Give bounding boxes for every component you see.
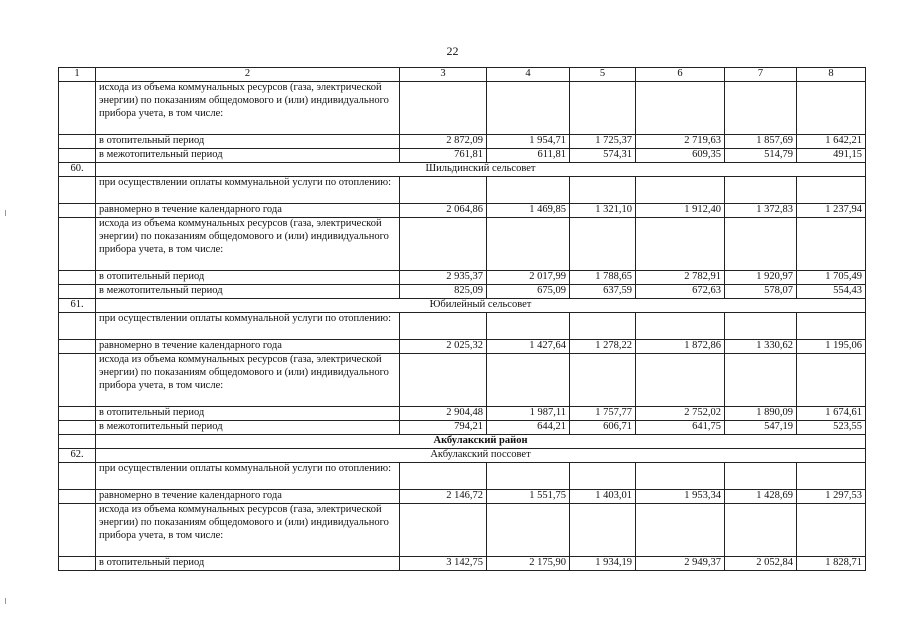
value-cell: 2 872,09 [400,135,487,149]
row-number [59,218,96,271]
value-cell [797,504,866,557]
column-header: 7 [725,68,797,82]
row-number [59,135,96,149]
row-number: 60. [59,163,96,177]
value-cell: 1 297,53 [797,490,866,504]
table-row [59,407,866,421]
row-number [59,313,96,340]
row-label: исхода из объема коммунальных ресурсов (газа, электрической энергии) по показаниям общедомового и (или) индивидуального прибора учета, в том числе: [96,82,400,135]
subheading-row [59,313,866,340]
row-number: 62. [59,449,96,463]
value-cell: 2 935,37 [400,271,487,285]
table-row [59,149,866,163]
value-cell: 523,55 [797,421,866,435]
value-cell: 637,59 [570,285,636,299]
value-cell: 2 782,91 [636,271,725,285]
column-header: 1 [59,68,96,82]
value-cell: 1 920,97 [725,271,797,285]
table-row [59,421,866,435]
settlement-row [59,163,866,177]
row-number [59,204,96,218]
row-label: в отопительный период [96,407,400,421]
value-cell: 1 372,83 [725,204,797,218]
value-cell [725,463,797,490]
table-body [59,68,866,571]
value-cell [400,313,487,340]
value-cell: 1 987,11 [487,407,570,421]
row-number [59,285,96,299]
value-cell: 609,35 [636,149,725,163]
table-row [59,340,866,354]
value-cell: 2 752,02 [636,407,725,421]
scan-mark [5,598,6,604]
tariff-table [58,67,866,571]
value-cell [570,82,636,135]
value-cell: 2 052,84 [725,557,797,571]
subheading-row [59,354,866,407]
subheading-row [59,463,866,490]
row-label: равномерно в течение календарного года [96,204,400,218]
value-cell: 2 719,63 [636,135,725,149]
value-cell [400,82,487,135]
value-cell: 1 705,49 [797,271,866,285]
row-number [59,340,96,354]
row-number: 61. [59,299,96,313]
row-number [59,504,96,557]
row-label: исхода из объема коммунальных ресурсов (газа, электрической энергии) по показаниям общедомового и (или) индивидуального прибора учета, в том числе: [96,504,400,557]
value-cell [797,177,866,204]
value-cell [636,463,725,490]
row-number [59,354,96,407]
value-cell: 1 642,21 [797,135,866,149]
value-cell: 675,09 [487,285,570,299]
settlement-row [59,299,866,313]
value-cell [400,354,487,407]
value-cell: 1 403,01 [570,490,636,504]
value-cell: 2 904,48 [400,407,487,421]
row-label: в межотопительный период [96,149,400,163]
value-cell: 1 757,77 [570,407,636,421]
value-cell [487,354,570,407]
column-header: 3 [400,68,487,82]
subheading-row [59,504,866,557]
value-cell [570,177,636,204]
value-cell: 1 195,06 [797,340,866,354]
table-row [59,285,866,299]
row-label: в отопительный период [96,271,400,285]
value-cell: 2 175,90 [487,557,570,571]
value-cell [725,82,797,135]
value-cell: 1 551,75 [487,490,570,504]
row-number [59,421,96,435]
value-cell [636,504,725,557]
value-cell [797,313,866,340]
value-cell: 1 725,37 [570,135,636,149]
value-cell: 794,21 [400,421,487,435]
value-cell [570,463,636,490]
value-cell: 606,71 [570,421,636,435]
value-cell [636,218,725,271]
scan-mark [5,210,6,216]
value-cell: 2 017,99 [487,271,570,285]
column-header: 5 [570,68,636,82]
column-header: 8 [797,68,866,82]
table-row [59,204,866,218]
value-cell [570,218,636,271]
value-cell: 1 330,62 [725,340,797,354]
value-cell: 1 321,10 [570,204,636,218]
column-header: 2 [96,68,400,82]
row-number [59,407,96,421]
value-cell [797,463,866,490]
value-cell: 2 146,72 [400,490,487,504]
row-label: в межотопительный период [96,285,400,299]
value-cell: 2 064,86 [400,204,487,218]
value-cell [487,177,570,204]
value-cell [570,354,636,407]
value-cell: 1 953,34 [636,490,725,504]
row-label: при осуществлении оплаты коммунальной услуги по отоплению: [96,313,400,340]
value-cell: 825,09 [400,285,487,299]
settlement-row [59,449,866,463]
row-number [59,82,96,135]
row-number [59,177,96,204]
subheading-row [59,177,866,204]
value-cell: 1 469,85 [487,204,570,218]
value-cell [636,313,725,340]
value-cell: 554,43 [797,285,866,299]
value-cell: 641,75 [636,421,725,435]
value-cell: 1 428,69 [725,490,797,504]
value-cell [487,82,570,135]
value-cell [797,82,866,135]
value-cell: 2 949,37 [636,557,725,571]
row-label: в отопительный период [96,557,400,571]
row-label: равномерно в течение календарного года [96,490,400,504]
row-number [59,435,96,449]
column-header: 6 [636,68,725,82]
value-cell [725,354,797,407]
header-row [59,68,866,82]
row-number [59,557,96,571]
value-cell [487,218,570,271]
subheading-row [59,82,866,135]
value-cell: 578,07 [725,285,797,299]
column-header: 4 [487,68,570,82]
value-cell [636,177,725,204]
value-cell [487,504,570,557]
value-cell: 514,79 [725,149,797,163]
row-number [59,149,96,163]
table-row [59,490,866,504]
value-cell: 672,63 [636,285,725,299]
value-cell [570,313,636,340]
page-number: 22 [446,44,459,58]
value-cell [400,504,487,557]
row-label: исхода из объема коммунальных ресурсов (газа, электрической энергии) по показаниям общедомового и (или) индивидуального прибора учета, в том числе: [96,218,400,271]
value-cell: 1 890,09 [725,407,797,421]
value-cell: 2 025,32 [400,340,487,354]
settlement-name: Юбилейный сельсовет [96,299,866,313]
row-label: в отопительный период [96,135,400,149]
value-cell: 1 857,69 [725,135,797,149]
value-cell [400,177,487,204]
value-cell [636,354,725,407]
value-cell [725,313,797,340]
value-cell: 611,81 [487,149,570,163]
value-cell [400,218,487,271]
value-cell [725,218,797,271]
table-row [59,135,866,149]
value-cell: 3 142,75 [400,557,487,571]
district-row [59,435,866,449]
value-cell: 1 788,65 [570,271,636,285]
value-cell: 1 828,71 [797,557,866,571]
value-cell [725,177,797,204]
table-row [59,271,866,285]
row-number [59,463,96,490]
value-cell [487,313,570,340]
value-cell: 1 954,71 [487,135,570,149]
row-number [59,271,96,285]
value-cell [636,82,725,135]
value-cell [400,463,487,490]
value-cell: 644,21 [487,421,570,435]
value-cell: 1 278,22 [570,340,636,354]
subheading-row [59,218,866,271]
value-cell: 1 872,86 [636,340,725,354]
value-cell: 574,31 [570,149,636,163]
value-cell: 1 427,64 [487,340,570,354]
row-label: при осуществлении оплаты коммунальной услуги по отоплению: [96,463,400,490]
value-cell: 547,19 [725,421,797,435]
district-name: Акбулакский район [96,435,866,449]
settlement-name: Акбулакский поссовет [96,449,866,463]
value-cell: 1 934,19 [570,557,636,571]
value-cell [487,463,570,490]
row-label: исхода из объема коммунальных ресурсов (газа, электрической энергии) по показаниям общедомового и (или) индивидуального прибора учета, в том числе: [96,354,400,407]
row-label: при осуществлении оплаты коммунальной услуги по отоплению: [96,177,400,204]
value-cell: 491,15 [797,149,866,163]
table-row [59,557,866,571]
value-cell [725,504,797,557]
value-cell: 1 912,40 [636,204,725,218]
row-number [59,490,96,504]
value-cell: 761,81 [400,149,487,163]
value-cell [797,218,866,271]
value-cell: 1 674,61 [797,407,866,421]
row-label: равномерно в течение календарного года [96,340,400,354]
value-cell [570,504,636,557]
settlement-name: Шильдинский сельсовет [96,163,866,177]
value-cell: 1 237,94 [797,204,866,218]
value-cell [797,354,866,407]
row-label: в межотопительный период [96,421,400,435]
